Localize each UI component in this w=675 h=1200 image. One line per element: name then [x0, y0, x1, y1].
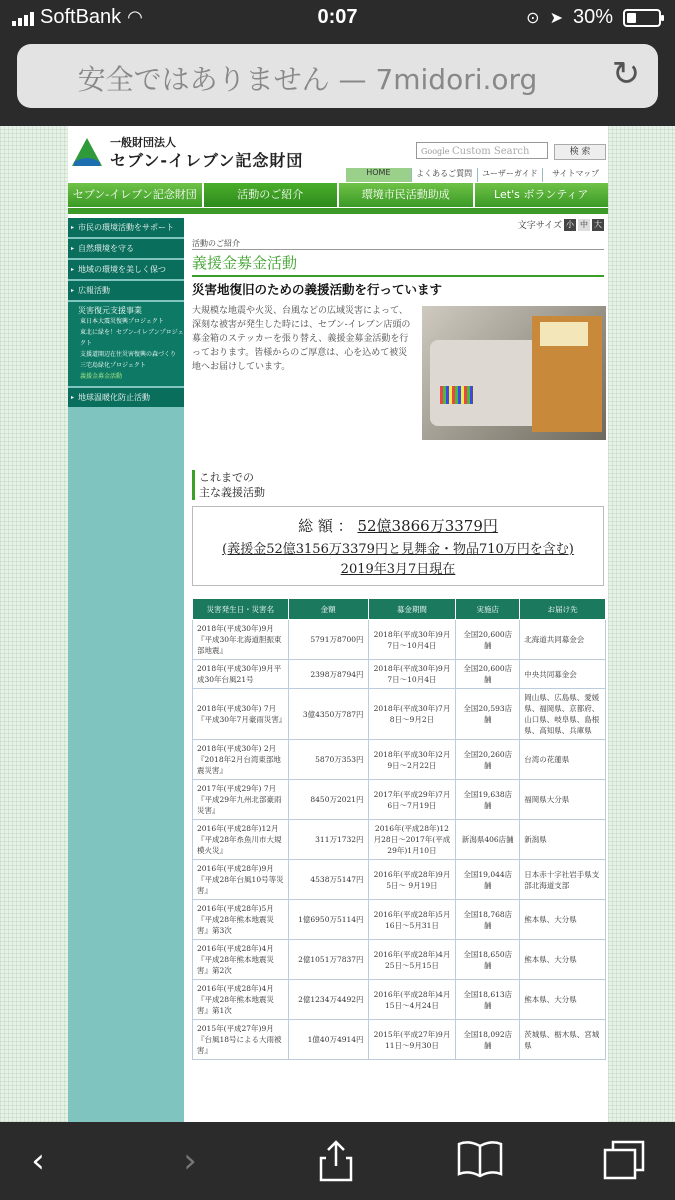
table-cell: 2018年(平成30年)9月平成30年台風21号: [193, 660, 289, 689]
table-cell: 2016年(平成28年)4月15日〜4月24日: [368, 980, 456, 1020]
table-row: [193, 780, 606, 820]
table-cell: 2016年(平成28年)5月『平成28年熊本地震災害』第3次: [193, 900, 289, 940]
table-cell: 2018年(平成30年)7月8日〜9月2日: [368, 689, 456, 740]
side-sub-item[interactable]: 三宅島緑化プロジェクト: [80, 362, 146, 369]
search-placeholder: Custom Search: [451, 146, 530, 157]
table-cell: 全国20,593店舗: [456, 689, 520, 740]
table-row: [193, 900, 606, 940]
web-page: [0, 126, 675, 1122]
table-cell: 新潟県: [520, 820, 606, 860]
clock: 0:07: [317, 6, 358, 28]
table-cell: 全国18,768店舗: [456, 900, 520, 940]
nav-grants[interactable]: 環境市民活動助成: [339, 183, 473, 207]
table-row: [193, 1020, 606, 1060]
donation-table: [192, 598, 606, 1060]
font-size-label: 文字サイズ: [517, 221, 562, 231]
site-logo[interactable]: [70, 134, 310, 174]
table-cell: 2016年(平成28年)9月『平成28年台風10号等災害』: [193, 860, 289, 900]
table-cell: 5870万353円: [288, 740, 368, 780]
col-header-recipient: お届け先: [520, 599, 606, 620]
location-icon: ➤: [549, 9, 563, 27]
table-cell: 8450万2021円: [288, 780, 368, 820]
table-cell: 全国18,650店舗: [456, 940, 520, 980]
section-heading-line-1: これまでの: [199, 471, 254, 484]
side-subnav: [68, 302, 184, 388]
side-sub-item-current[interactable]: 義援金募金活動: [80, 373, 123, 380]
nav-volunteer[interactable]: Let's ボランティア: [475, 183, 609, 207]
table-cell: 2017年(平成29年)7月6日〜7月19日: [368, 780, 456, 820]
side-item-local[interactable]: ▸ 地域の環境を美しく保つ: [68, 260, 184, 281]
col-header-disaster: 災害発生日・災害名: [193, 599, 289, 620]
table-cell: 2016年(平成28年)4月『平成28年熊本地震災害』第2次: [193, 940, 289, 980]
table-row: [193, 860, 606, 900]
table-body: [193, 620, 606, 1060]
table-cell: 岡山県、広島県、愛媛県、福岡県、京都府、山口県、岐阜県、島根県、高知県、兵庫県: [520, 689, 606, 740]
table-cell: 全国20,260店舗: [456, 740, 520, 780]
status-bar: [0, 0, 675, 38]
site-container: [68, 126, 608, 1122]
side-sub-item[interactable]: 支援道開辺在住災害復興の森づくり: [80, 351, 177, 358]
table-cell: 2016年(平成28年)12月『平成28年糸魚川市大規模火災』: [193, 820, 289, 860]
total-label: 総 額 ：: [298, 517, 353, 535]
table-cell: 福岡県大分県: [520, 780, 606, 820]
rotation-lock-icon: ⊙: [526, 9, 540, 27]
table-cell: 熊本県、大分県: [520, 900, 606, 940]
table-row: [193, 620, 606, 660]
table-cell: 茨城県、栃木県、宮城県: [520, 1020, 606, 1060]
font-size-large[interactable]: 大: [594, 219, 602, 229]
total-detail: (義援金52億3156万3379円と見舞金・物品710万円を含む) 2019年3月7日現在: [222, 542, 574, 577]
total-value: 52億3866万3379円: [357, 517, 498, 535]
table-cell: 2016年(平成28年)4月25日〜5月15日: [368, 940, 456, 980]
table-cell: 2017年(平成29年) 7月『平成29年九州北部豪雨災害』: [193, 780, 289, 820]
table-row: [193, 980, 606, 1020]
util-link-faq[interactable]: よくあるご質問: [412, 168, 478, 182]
util-link-sitemap[interactable]: サイトマップ: [552, 169, 600, 178]
table-cell: 全国18,613店舗: [456, 980, 520, 1020]
main-nav: [68, 183, 608, 207]
carrier-label: SoftBank: [40, 6, 122, 28]
table-cell: 2018年(平成30年)9月7日〜10月4日: [368, 660, 456, 689]
url-text[interactable]: 安全ではありません — 7midori.org: [77, 63, 538, 96]
table-cell: 311万1732円: [288, 820, 368, 860]
table-cell: 2015年(平成27年)9月11日〜9月30日: [368, 1020, 456, 1060]
status-right: [526, 6, 661, 29]
table-cell: 中央共同募金会: [520, 660, 606, 689]
side-sub-item[interactable]: 東北に緑を！セブン-イレブンプロジェクト: [80, 329, 184, 347]
table-cell: 2018年(平成30年) 2月『2018年2月台湾東部地震災害』: [193, 740, 289, 780]
battery-percent: 30%: [572, 6, 613, 28]
table-cell: 2018年(平成30年)9月『平成30年北海道胆振東部地震』: [193, 620, 289, 660]
table-cell: 新潟県406店舗: [456, 820, 520, 860]
side-nav: [68, 218, 184, 409]
total-summary: [192, 506, 604, 586]
search-input[interactable]: Google Custom Search: [416, 142, 548, 159]
org-name: セブン-イレブン記念財団: [110, 151, 304, 170]
breadcrumb[interactable]: 活動のご紹介: [192, 238, 604, 250]
nav-activities[interactable]: 活動のご紹介: [204, 183, 338, 207]
battery-icon: [623, 9, 661, 27]
table-cell: 北海道共同募金会: [520, 620, 606, 660]
table-cell: 2016年(平成28年)9月5日〜 9月19日: [368, 860, 456, 900]
table-cell: 全国19,638店舗: [456, 780, 520, 820]
col-header-stores: 実施店: [456, 599, 520, 620]
col-header-amount: 金額: [288, 599, 368, 620]
utility-links: [346, 168, 608, 182]
table-cell: 2億1051万7837円: [288, 940, 368, 980]
browser-header: [0, 38, 675, 126]
font-size-medium[interactable]: 中: [580, 219, 588, 229]
table-cell: 2016年(平成28年)12月28日〜2017年(平成29年)1月10日: [368, 820, 456, 860]
table-cell: 2016年(平成28年)4月『平成28年熊本地震災害』第1次: [193, 980, 289, 1020]
side-item-pr[interactable]: ▸ 広報活動: [68, 281, 184, 302]
table-row: [193, 820, 606, 860]
table-cell: 1億40万4914円: [288, 1020, 368, 1060]
tabs-icon[interactable]: [594, 1138, 654, 1184]
sidebar: [68, 218, 184, 1122]
table-cell: 熊本県、大分県: [520, 940, 606, 980]
table-cell: 2015年(平成27年)9月『台風18号による大雨被害』: [193, 1020, 289, 1060]
page-title: 義援金募金活動: [192, 252, 604, 277]
table-cell: 2018年(平成30年) 7月『平成30年7月豪雨災害』: [193, 689, 289, 740]
table-cell: 熊本県、大分県: [520, 980, 606, 1020]
side-item-warming[interactable]: ▸ 地球温暖化防止活動: [68, 388, 184, 409]
table-cell: 2億1234万4492円: [288, 980, 368, 1020]
search-button[interactable]: 検 索: [554, 144, 606, 160]
intro-text: 大規模な地震や火災、台風などの広域災害によって、深刻な被害が発生した時には、セブン-イレブン店頭の募金箱のステッカーを張り替え、義援金募金活動を行っております。皆様からのご厚意は、心を込めて被災地へお届けしています。: [192, 306, 411, 372]
table-row: [193, 940, 606, 980]
nav-underline: [68, 208, 608, 214]
table-cell: 4538万5147円: [288, 860, 368, 900]
foundation-logo-icon: [70, 136, 104, 170]
table-cell: 台湾の花蓮県: [520, 740, 606, 780]
table-cell: 全国20,600店舗: [456, 620, 520, 660]
table-row: [193, 740, 606, 780]
side-sub-item[interactable]: 東日本大震災復興プロジェクト: [80, 318, 164, 325]
section-heading-line-2: 主な義援活動: [199, 486, 265, 499]
table-cell: 2018年(平成30年)2月9日〜2月22日: [368, 740, 456, 780]
side-item-support[interactable]: ▸ 市民の環境活動をサポート: [68, 218, 184, 239]
table-cell: 全国18,092店舗: [456, 1020, 520, 1060]
col-header-period: 募金期間: [368, 599, 456, 620]
util-link-home[interactable]: HOME: [346, 168, 412, 182]
font-size-control: [518, 218, 604, 231]
bookmarks-icon[interactable]: [450, 1138, 510, 1184]
table-row: [193, 660, 606, 689]
table-cell: 全国19,044店舗: [456, 860, 520, 900]
section-heading: [192, 470, 265, 500]
donation-box-photo: [422, 306, 606, 440]
util-link-guide[interactable]: ユーザーガイド: [478, 168, 544, 182]
table-cell: 全国20,600店舗: [456, 660, 520, 689]
org-type: 一般財団法人: [110, 136, 176, 149]
table-cell: 日本赤十字社岩手県支部北海道支部: [520, 860, 606, 900]
wifi-icon: ◠: [127, 7, 143, 27]
browser-toolbar: [0, 1122, 675, 1200]
table-row: [193, 689, 606, 740]
side-sub-head[interactable]: 災害復元支援事業: [78, 306, 142, 315]
table-cell: 2398万8794円: [288, 660, 368, 689]
table-cell: 5791万8700円: [288, 620, 368, 660]
table-cell: 2018年(平成30年)9月7日〜10月4日: [368, 620, 456, 660]
address-bar[interactable]: [17, 44, 658, 108]
side-item-nature[interactable]: ▸ 自然環境を守る: [68, 239, 184, 260]
reload-icon[interactable]: ↻: [611, 54, 641, 94]
font-size-small[interactable]: 小: [566, 219, 574, 229]
nav-about[interactable]: セブン-イレブン記念財団: [68, 183, 202, 207]
forward-icon[interactable]: ›: [183, 1141, 197, 1181]
table-cell: 3億4350万787円: [288, 689, 368, 740]
table-cell: 1億6950万5114円: [288, 900, 368, 940]
page-subtitle: 災害地復旧のための義援活動を行っています: [192, 282, 443, 297]
share-icon[interactable]: [306, 1138, 366, 1184]
back-icon[interactable]: ‹: [31, 1141, 45, 1181]
table-cell: 2016年(平成28年)5月16日〜5月31日: [368, 900, 456, 940]
table-header-row: [193, 599, 606, 620]
